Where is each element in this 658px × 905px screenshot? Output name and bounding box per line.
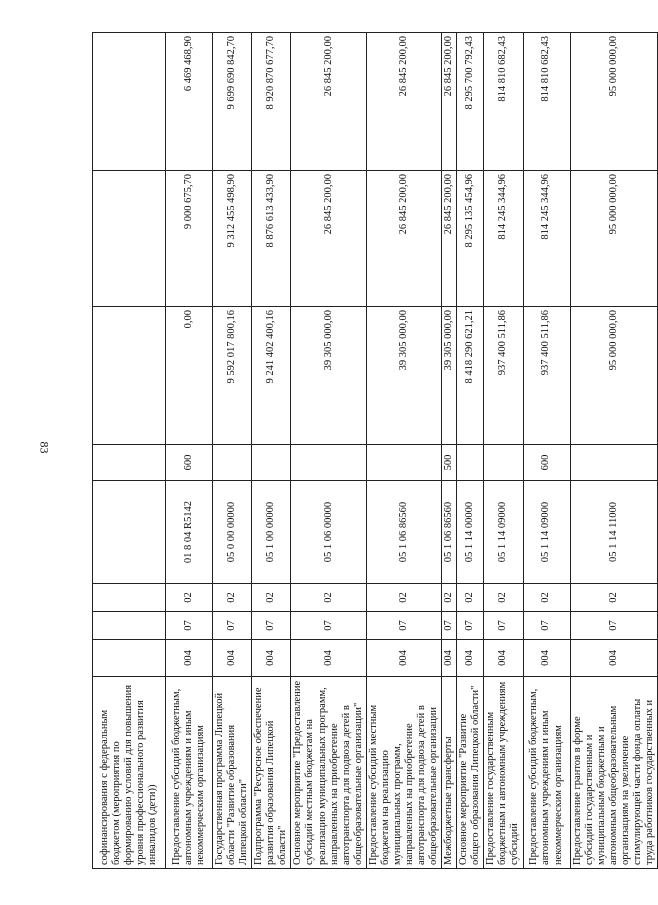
row-expense-type [484,445,523,481]
table-row [93,33,166,869]
row-subsection-code: 02 [252,584,291,612]
row-target-article: 05 1 14 11000 [570,481,657,584]
row-amount-2018: 9 000 675,70 [166,171,213,307]
row-section-code: 07 [570,612,657,640]
row-expense-type [93,445,166,481]
row-target-article: 05 1 06 86560 [366,481,441,584]
row-target-article: 05 0 00 00000 [213,481,252,584]
row-amount-2017: 39 305 000,00 [366,307,441,445]
row-amount-2019: 95 000 000,00 [570,33,657,171]
table-row [457,33,484,869]
row-expense-type [252,445,291,481]
row-name: Предоставление субсидий местным бюджетам на реализацию муниципальных программ, направленных на приобретение автотранспорта для подвоза детей в общеобразовательные организации [366,677,441,869]
row-amount-2018: 9 312 455 498,90 [213,171,252,307]
row-expense-type [291,445,366,481]
row-ministry-code: 004 [213,640,252,677]
row-amount-2019: 814 810 682,43 [484,33,523,171]
row-amount-2018: 8 876 613 433,90 [252,171,291,307]
row-amount-2019: 8 295 700 792,43 [457,33,484,171]
row-subsection-code: 02 [366,584,441,612]
row-ministry-code: 004 [523,640,570,677]
row-amount-2018: 814 245 344,96 [484,171,523,307]
row-name: Основное мероприятие "Предоставление субсидий местным бюджетам на реализацию муниципальных программ, направленных на приобретение автотранспорта для подвоза детей в общеобразовательные организации" [291,677,366,869]
row-section-code: 07 [291,612,366,640]
row-amount-2018: 8 295 135 454,96 [457,171,484,307]
row-ministry-code: 004 [457,640,484,677]
row-amount-2018: 814 245 344,96 [523,171,570,307]
row-expense-type [570,445,657,481]
row-amount-2017: 0,00 [166,307,213,445]
row-section-code: 07 [484,612,523,640]
row-ministry-code: 004 [366,640,441,677]
table-row [523,33,570,869]
table-row [442,33,457,869]
row-target-article: 05 1 06 86560 [442,481,457,584]
row-amount-2017: 9 241 402 400,16 [252,307,291,445]
row-target-article: 05 1 14 09000 [484,481,523,584]
row-amount-2017: 8 418 290 621,21 [457,307,484,445]
row-section-code: 07 [213,612,252,640]
row-amount-2018: 95 000 000,00 [570,171,657,307]
row-ministry-code: 004 [484,640,523,677]
row-expense-type [366,445,441,481]
row-name: Предоставление грантов в форме субсидий государственным и муниципальным бюджетным и автономным общеобразовательным организациям на увеличение стимулирующей части фонда оплаты труда работников государственных и [570,677,657,869]
row-amount-2017: 39 305 000,00 [442,307,457,445]
row-subsection-code: 02 [442,584,457,612]
row-subsection-code: 02 [523,584,570,612]
row-section-code: 07 [252,612,291,640]
row-target-article: 05 1 14 00000 [457,481,484,584]
row-subsection-code: 02 [484,584,523,612]
row-amount-2019: 26 845 200,00 [442,33,457,171]
row-subsection-code: 02 [570,584,657,612]
row-section-code [93,612,166,640]
row-ministry-code: 004 [252,640,291,677]
row-amount-2017: 937 400 511,86 [484,307,523,445]
table-row [570,33,657,869]
row-amount-2019: 814 810 682,43 [523,33,570,171]
row-target-article: 05 1 00 00000 [252,481,291,584]
row-amount-2019: 6 469 468,90 [166,33,213,171]
row-subsection-code: 02 [457,584,484,612]
row-ministry-code: 004 [570,640,657,677]
table-row [366,33,441,869]
row-amount-2017: 937 400 511,86 [523,307,570,445]
row-target-article: 01 8 04 R5142 [166,481,213,584]
row-expense-type [457,445,484,481]
row-subsection-code: 02 [291,584,366,612]
row-expense-type: 600 [523,445,570,481]
row-amount-2018: 26 845 200,00 [442,171,457,307]
row-subsection-code: 02 [166,584,213,612]
table-row [484,33,523,869]
page-number: 83 [37,441,52,454]
row-ministry-code: 004 [166,640,213,677]
row-amount-2017: 9 592 017 800,16 [213,307,252,445]
row-section-code: 07 [523,612,570,640]
row-target-article [93,481,166,584]
row-section-code: 07 [442,612,457,640]
row-amount-2018: 26 845 200,00 [366,171,441,307]
row-name: Предоставление субсидий бюджетным, автономным учреждениям и иным некоммерческим организациям [166,677,213,869]
row-amount-2019: 26 845 200,00 [291,33,366,171]
row-name: Подпрограмма "Ресурсное обеспечение развития образования Липецкой области" [252,677,291,869]
row-expense-type: 500 [442,445,457,481]
row-name: Предоставление государственным бюджетным и автономным учреждениям субсидий [484,677,523,869]
row-amount-2017: 95 000 000,00 [570,307,657,445]
row-section-code: 07 [366,612,441,640]
row-target-article: 05 1 06 00000 [291,481,366,584]
row-name: Межбюджетные трансферты [442,677,457,869]
row-subsection-code: 02 [213,584,252,612]
row-amount-2017: 39 305 000,00 [291,307,366,445]
row-ministry-code: 004 [291,640,366,677]
row-section-code: 07 [457,612,484,640]
table-row [166,33,213,869]
row-amount-2018: 26 845 200,00 [291,171,366,307]
table-row [213,33,252,869]
row-amount-2019: 26 845 200,00 [366,33,441,171]
row-amount-2019: 9 699 690 842,70 [213,33,252,171]
row-name: софинансирования с федеральным бюджетом (мероприятия по формированию условий для повышения уровня профессионального развития инвалидов (дети)) [93,677,166,869]
row-section-code: 07 [166,612,213,640]
budget-table-rotated [92,33,655,869]
row-ministry-code: 004 [442,640,457,677]
row-amount-2019 [93,33,166,171]
table-row [291,33,366,869]
row-target-article: 05 1 14 09000 [523,481,570,584]
row-expense-type: 600 [166,445,213,481]
row-amount-2018 [93,171,166,307]
row-ministry-code [93,640,166,677]
row-name: Предоставление субсидий бюджетным, автономным учреждениям и иным некоммерческим организациям [523,677,570,869]
budget-table [92,32,658,869]
row-subsection-code [93,584,166,612]
row-amount-2017 [93,307,166,445]
row-expense-type [213,445,252,481]
table-row [252,33,291,869]
row-name: Основное мероприятие "Развитие общего образования Липецкой области" [457,677,484,869]
row-amount-2019: 8 920 870 677,70 [252,33,291,171]
row-name: Государственная программа Липецкой области "Развитие образования Липецкой области" [213,677,252,869]
